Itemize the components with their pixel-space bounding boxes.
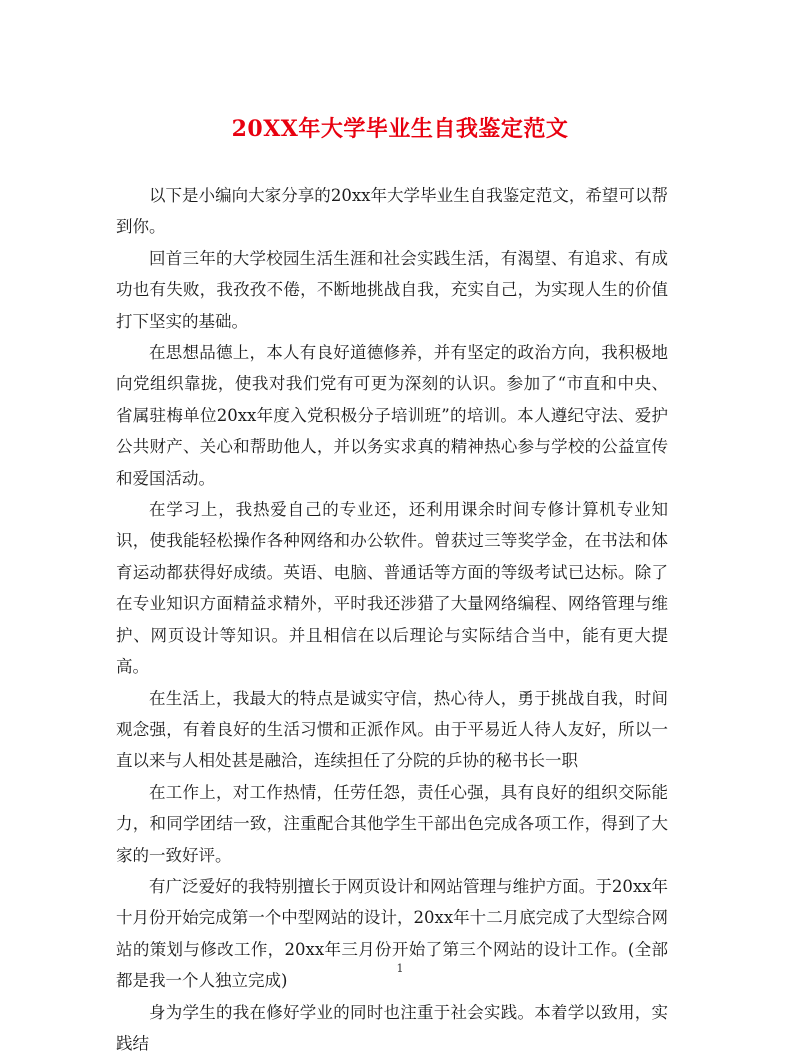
page-number: 1	[396, 962, 404, 975]
paragraph-hobbies: 有广泛爱好的我特别擅长于网页设计和网站管理与维护方面。于20xx年十月份开始完成第一个中型网站的设计，20xx年十二月底完成了大型综合网站的策划与修改工作，20xx年三月份开始了第三个网站的设计工作。(全部都是我一个人独立完成)	[116, 876, 668, 991]
paragraph-work: 在工作上，对工作热情，任劳任怨，责任心强，具有良好的组织交际能力，和同学团结一致，注重配合其他学生干部出色完成各项工作，得到了大家的一致好评。	[116, 782, 668, 865]
page-title: 20XX年大学毕业生自我鉴定范文	[231, 116, 569, 142]
paragraph-study: 在学习上，我热爱自己的专业还，还利用课余时间专修计算机专业知识，使我能轻松操作各种网络和办公软件。曾获过三等奖学金，在书法和体育运动都获得好成绩。英语、电脑、普通话等方面的等级考试已达标。除了在专业知识方面精益求精外，平时我还涉猎了大量网络编程、网络管理与维护、网页设计等知识。并且相信在以后理论与实际结合当中，能有更大提高。	[116, 500, 668, 677]
paragraph-morality: 在思想品德上，本人有良好道德修养，并有坚定的政治方向，我积极地向党组织靠拢，使我对我们党有可更为深刻的认识。参加了“市直和中央、省属驻梅单位20xx年度入党积极分子培训班”的培训。本人遵纪守法、爱护公共财产、关心和帮助他人，并以务实求真的精神热心参与学校的公益宣传和爱国活动。	[116, 343, 668, 488]
paragraph-practice: 身为学生的我在修好学业的同时也注重于社会实践。本着学以致用，实践结	[116, 1002, 668, 1053]
document-body	[116, 180, 668, 1059]
paragraph-review: 回首三年的大学校园生活生涯和社会实践生活，有渴望、有追求、有成功也有失败，我孜孜不倦，不断地挑战自我，充实自己，为实现人生的价值打下坚实的基础。	[116, 248, 668, 331]
paragraph-intro: 以下是小编向大家分享的20xx年大学毕业生自我鉴定范文，希望可以帮到你。	[116, 186, 668, 237]
paragraph-life: 在生活上，我最大的特点是诚实守信，热心待人，勇于挑战自我，时间观念强，有着良好的生活习惯和正派作风。由于平易近人待人友好，所以一直以来与人相处甚是融洽，连续担任了分院的乒协的秘书长一职	[116, 688, 668, 771]
